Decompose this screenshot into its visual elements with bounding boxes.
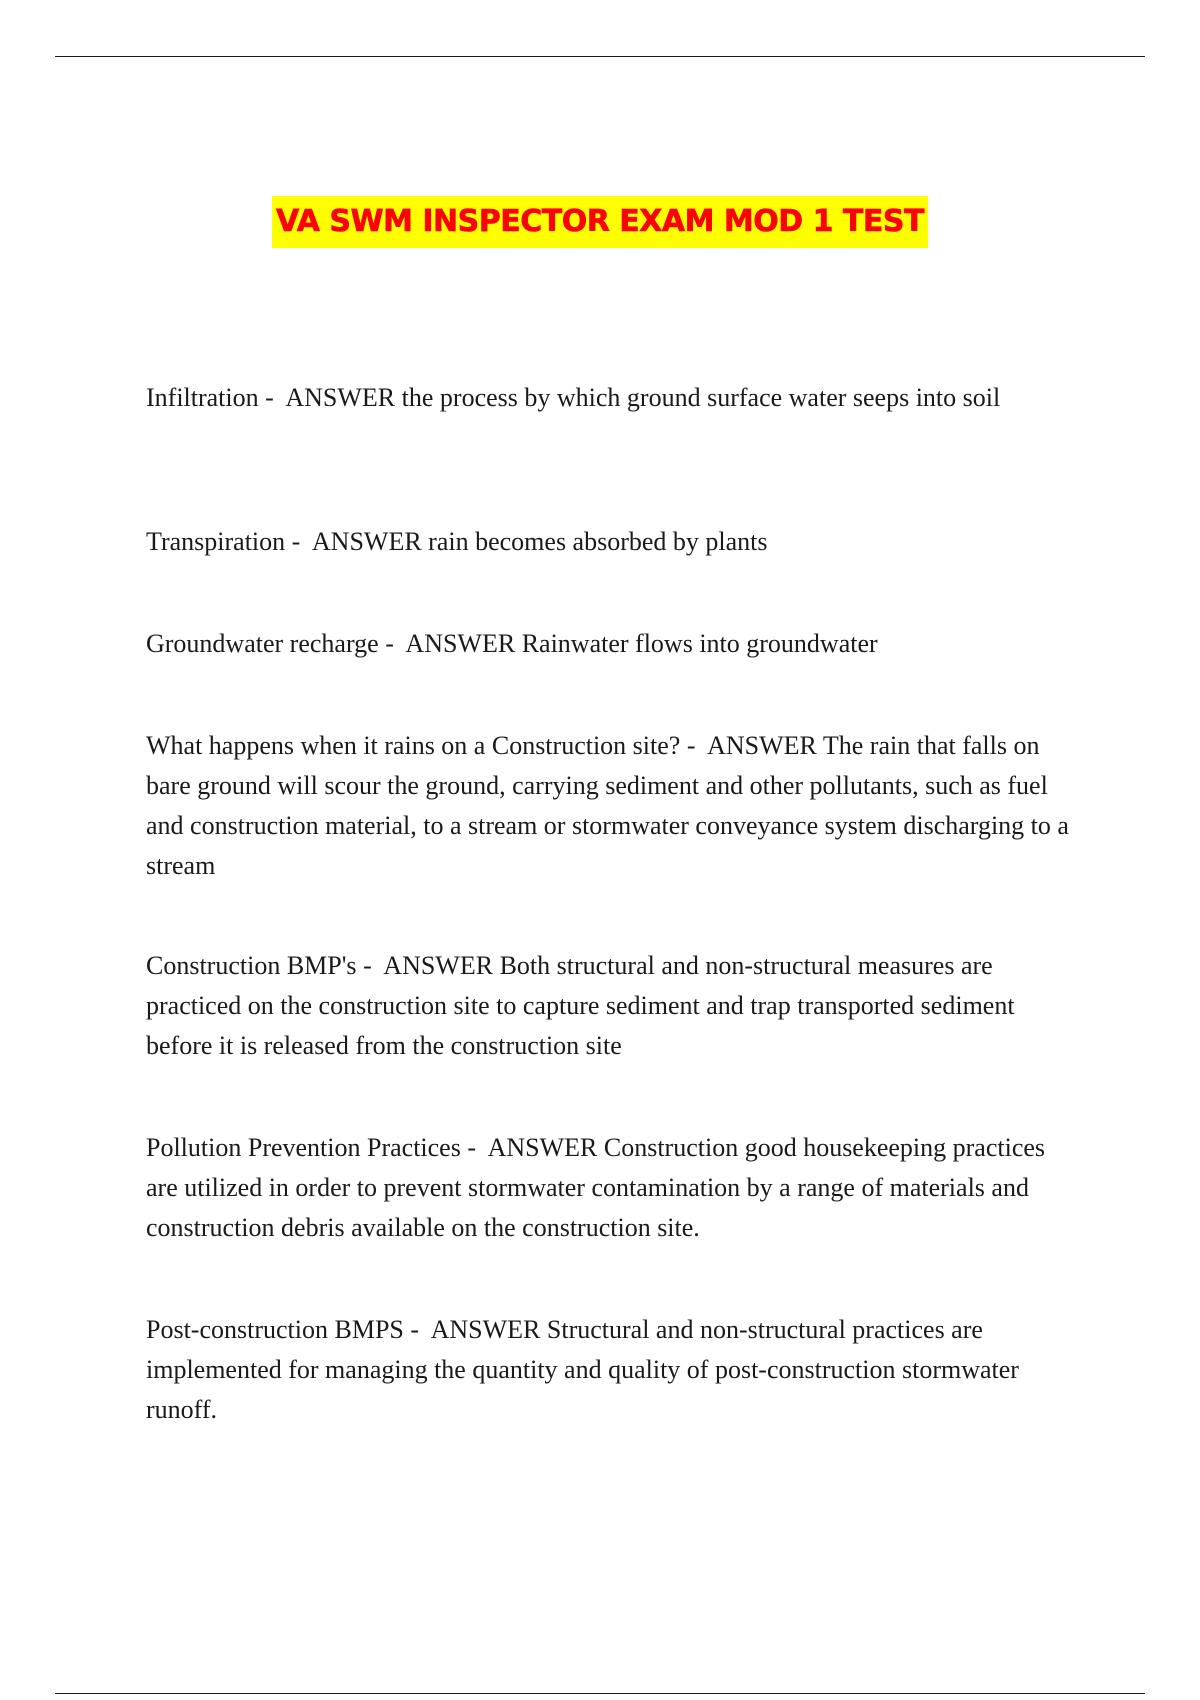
qa-separator: - [285,527,312,556]
answer-label: ANSWER [285,383,396,412]
top-rule [55,56,1145,57]
qa-answer: Both structural and non-structural measures are practiced on the construction site to capture sediment and trap transported sediment before it is released from the construction site [146,951,1015,1060]
qa-item-transpiration [146,522,1076,562]
bottom-rule [55,1693,1145,1694]
qa-separator: - [460,1133,488,1162]
qa-separator: - [378,629,406,658]
title-block [0,196,1200,248]
qa-answer: the process by which ground surface water seeps into soil [401,383,1001,412]
qa-term: Groundwater recharge [146,629,379,658]
answer-label: ANSWER [405,629,516,658]
answer-label: ANSWER [430,1315,541,1344]
qa-term: Construction BMP's [146,951,357,980]
qa-separator: - [680,731,708,760]
qa-answer: rain becomes absorbed by plants [428,527,768,556]
document-title: VA SWM INSPECTOR EXAM MOD 1 TEST [272,196,928,248]
qa-separator: - [403,1315,431,1344]
qa-term: Infiltration [146,383,259,412]
qa-item-post-construction-bmps [146,1310,1076,1430]
answer-label: ANSWER [487,1133,598,1162]
qa-item-construction-bmps [146,946,1076,1066]
qa-item-pollution-prevention [146,1128,1076,1248]
qa-answer: Structural and non-structural practices are implemented for managing the quantity and quality of post-construction stormwater runoff. [146,1315,1019,1424]
answer-label: ANSWER [311,527,422,556]
qa-term: Transpiration [146,527,286,556]
answer-label: ANSWER [707,731,817,760]
qa-item-construction-site-rain [146,726,1076,886]
answer-label: ANSWER [383,951,494,980]
qa-answer: Rainwater flows into groundwater [521,629,878,658]
qa-separator: - [356,951,384,980]
qa-term: Pollution Prevention Practices [146,1133,461,1162]
qa-separator: - [258,383,286,412]
qa-term: What happens when it rains on a Construction site? [146,731,681,760]
qa-item-groundwater-recharge [146,624,1076,664]
qa-term: Post-construction BMPS [146,1315,404,1344]
qa-answer: Construction good housekeeping practices are utilized in order to prevent stormwater contamination by a range of materials and construction debris available on the construction site. [146,1133,1046,1242]
qa-answer: The rain that falls on bare ground will scour the ground, carrying sediment and other pollutants, such as fuel and construction material, to a stream or stormwater conveyance system discharging to a stream [146,731,1069,880]
qa-item-infiltration [146,378,1076,418]
